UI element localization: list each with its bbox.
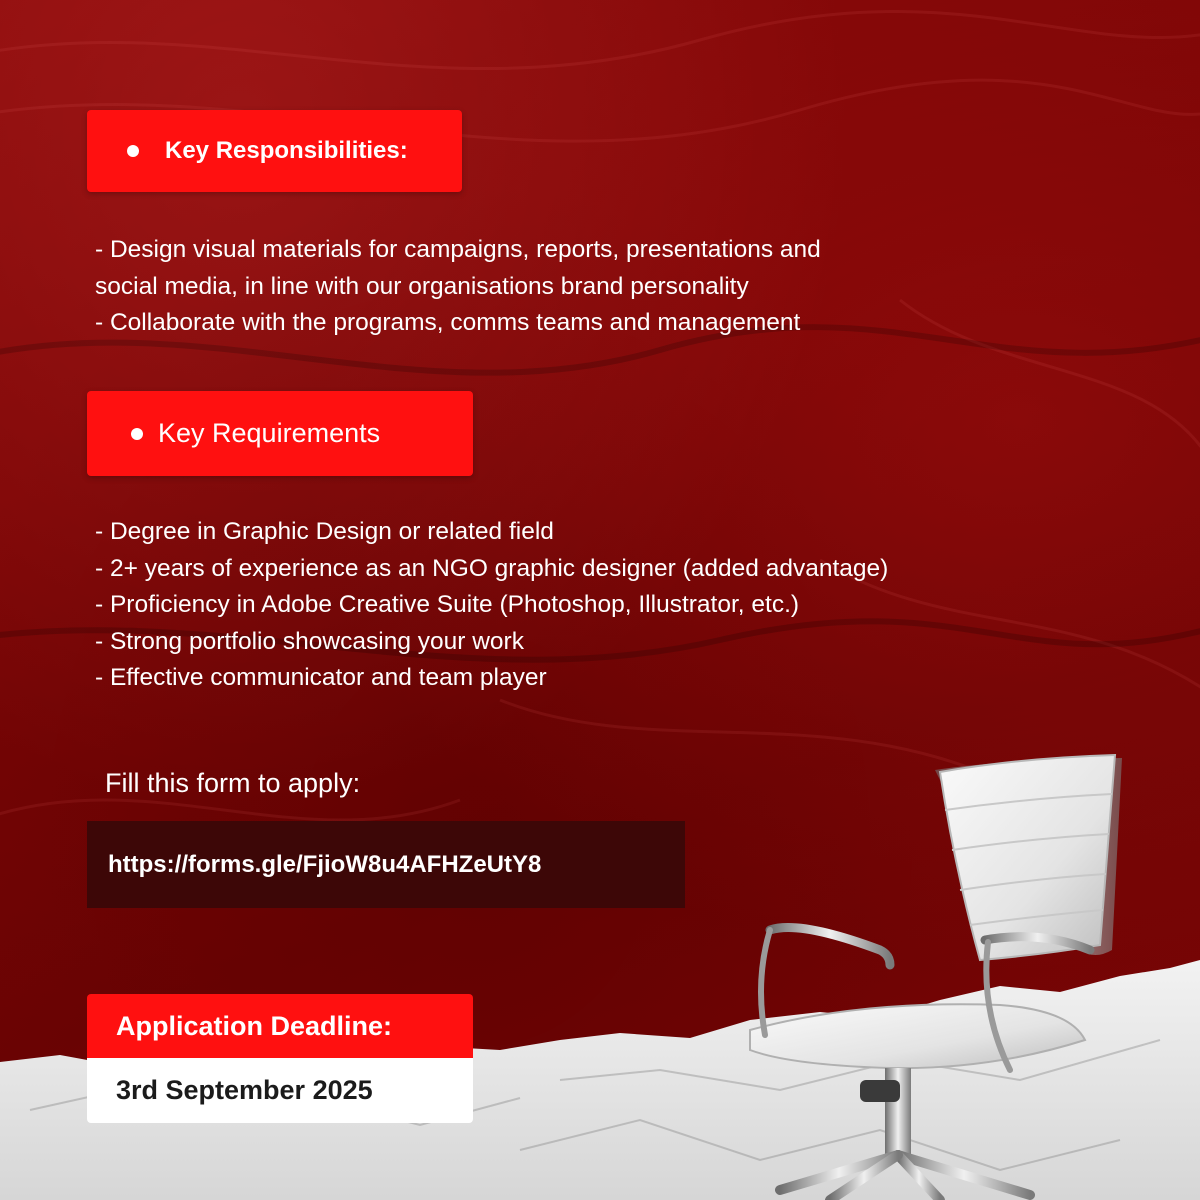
apply-label: Fill this form to apply: bbox=[105, 768, 361, 798]
list-item: - Degree in Graphic Design or related field bbox=[95, 518, 554, 545]
list-item: - Effective communicator and team player bbox=[95, 664, 547, 691]
bullet-dot-icon bbox=[131, 428, 143, 440]
list-item: - Collaborate with the programs, comms teams and management bbox=[95, 309, 801, 336]
requirements-list bbox=[95, 514, 888, 697]
responsibilities-heading: Key Responsibilities: bbox=[165, 137, 408, 164]
list-item: social media, in line with our organisations brand personality bbox=[95, 272, 749, 300]
deadline-label: Application Deadline: bbox=[87, 994, 473, 1058]
list-item: - Design visual materials for campaigns, reports, presentations and bbox=[95, 236, 821, 263]
application-form-url[interactable]: https://forms.gle/FjioW8u4AFHZeUtY8 bbox=[108, 850, 542, 878]
application-form-link[interactable] bbox=[87, 821, 685, 908]
requirements-heading-pill bbox=[87, 391, 473, 476]
bullet-dot-icon bbox=[127, 145, 139, 157]
responsibilities-heading-pill bbox=[87, 110, 462, 192]
responsibilities-list bbox=[95, 232, 821, 342]
deadline-card bbox=[87, 994, 473, 1123]
list-item: - Proficiency in Adobe Creative Suite (Photoshop, Illustrator, etc.) bbox=[95, 591, 800, 618]
office-chair-image bbox=[740, 750, 1140, 1200]
requirements-heading: Key Requirements bbox=[158, 418, 381, 448]
list-item: - 2+ years of experience as an NGO graphic designer (added advantage) bbox=[95, 554, 889, 582]
list-item: - Strong portfolio showcasing your work bbox=[95, 627, 524, 655]
deadline-date: 3rd September 2025 bbox=[87, 1058, 473, 1123]
